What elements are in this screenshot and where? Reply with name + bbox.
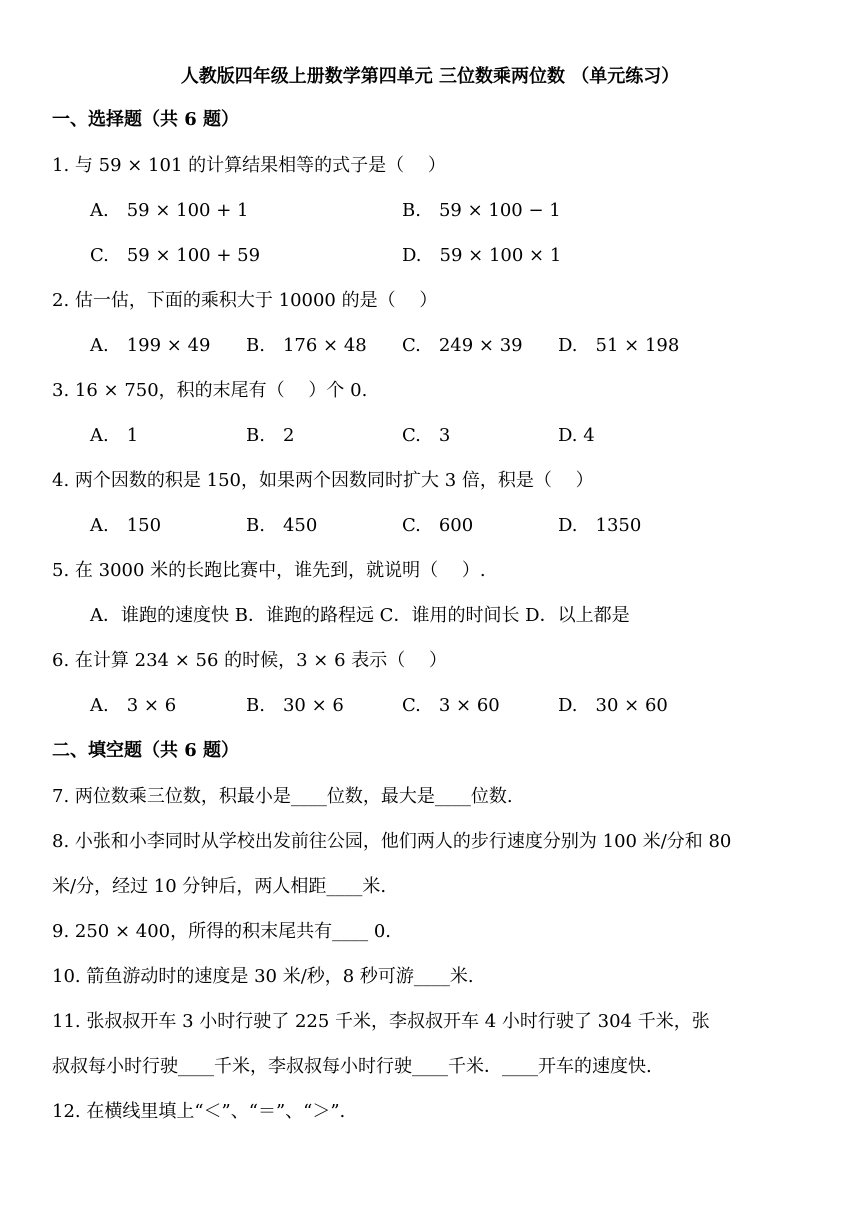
question-11-line-1: 11. 张叔叔开车 3 小时行驶了 225 千米，李叔叔开车 4 小时行驶了 304 千米，张 [52,1011,710,1032]
question-10: 10. 箭鱼游动时的速度是 30 米/秒，8 秒可游____米. [52,966,474,987]
question-6-stem: 6. 在计算 234 × 56 的时候，3 × 6 表示（ ） [52,650,447,671]
question-1-option-a: A. 59 × 100 + 1 [90,200,249,221]
question-2-option-c: C. 249 × 39 [402,335,523,356]
question-4-option-a: A. 150 [90,515,162,536]
question-4-stem: 4. 两个因数的积是 150，如果两个因数同时扩大 3 倍，积是（ ） [52,470,594,491]
question-4-option-d: D. 1350 [558,515,642,536]
question-12: 12. 在横线里填上“＜”、“＝”、“＞”. [52,1101,346,1122]
question-1-option-d: D. 59 × 100 × 1 [402,245,562,266]
question-6-option-b: B. 30 × 6 [246,695,344,716]
question-2-option-d: D. 51 × 198 [558,335,680,356]
question-3-option-a: A. 1 [90,425,139,446]
question-1-option-c: C. 59 × 100 + 59 [90,245,261,266]
question-4-option-b: B. 450 [246,515,318,536]
question-6-option-d: D. 30 × 60 [558,695,668,716]
question-6-option-a: A. 3 × 6 [90,695,177,716]
question-9: 9. 250 × 400，所得的积末尾共有____ 0. [52,921,392,942]
question-3-option-b: B. 2 [246,425,295,446]
question-2-stem: 2. 估一估，下面的乘积大于 10000 的是（ ） [52,290,438,311]
question-5-options: A．谁跑的速度快 B．谁跑的路程远 C．谁用的时间长 D．以上都是 [90,605,630,626]
question-2-option-b: B. 176 × 48 [246,335,367,356]
section-heading-choice: 一、选择题（共 6 题） [52,109,240,130]
question-3-option-c: C. 3 [402,425,451,446]
question-8-line-2: 米/分，经过 10 分钟后，两人相距____米. [52,876,387,897]
question-6-option-c: C. 3 × 60 [402,695,500,716]
question-1-option-b: B. 59 × 100 − 1 [402,200,561,221]
question-2-option-a: A. 199 × 49 [90,335,211,356]
question-3-stem: 3. 16 × 750，积的末尾有（ ）个 0. [52,380,368,401]
question-5-stem: 5. 在 3000 米的长跑比赛中，谁先到，就说明（ ）. [52,560,486,581]
section-heading-fill: 二、填空题（共 6 题） [52,740,240,761]
question-11-line-2: 叔叔每小时行驶____千米，李叔叔每小时行驶____千米．____开车的速度快. [52,1056,652,1077]
question-4-option-c: C. 600 [402,515,474,536]
question-1-stem: 1. 与 59 × 101 的计算结果相等的式子是（ ） [52,155,446,176]
question-8-line-1: 8. 小张和小李同时从学校出发前往公园，他们两人的步行速度分别为 100 米/分和 80 [52,831,732,852]
question-7: 7. 两位数乘三位数，积最小是____位数，最大是____位数. [52,786,513,807]
page-title: 人教版四年级上册数学第四单元 三位数乘两位数 （单元练习） [180,66,680,87]
question-3-option-d: D. 4 [558,425,595,446]
